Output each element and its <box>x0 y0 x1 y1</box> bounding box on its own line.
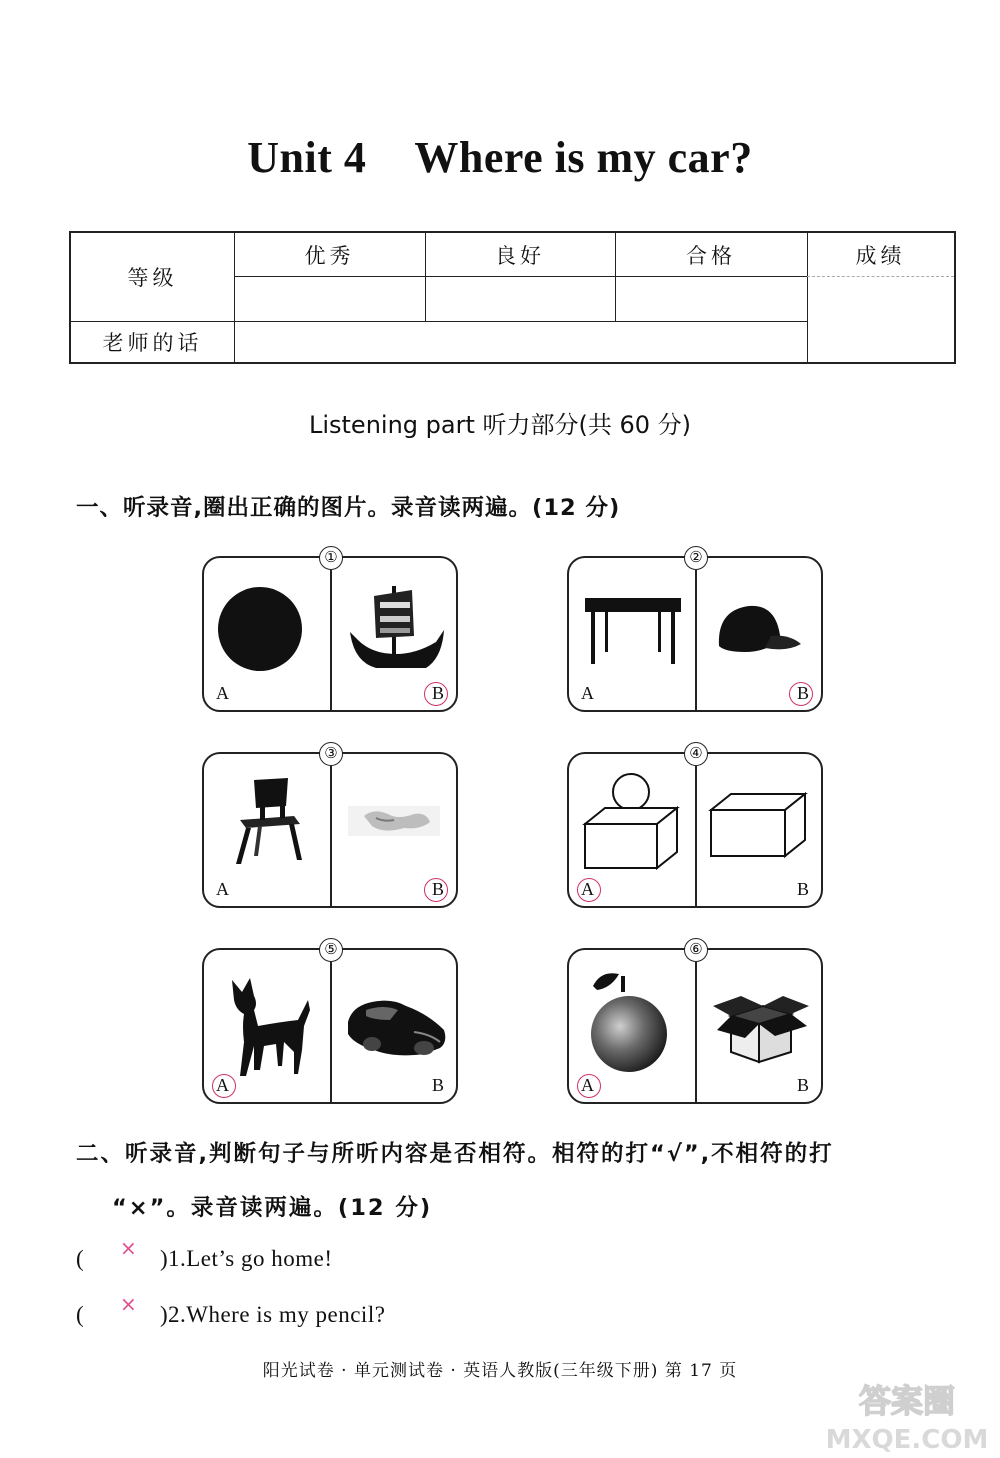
page-title <box>0 132 1000 183</box>
question-2-heading-line-1: 二、听录音,判断句子与所听内容是否相符。相符的打“√”,不相符的打 <box>76 1141 834 1167</box>
question-2-heading-line-2: “×”。录音读两遍。(12 分) <box>112 1195 433 1221</box>
card-number: ⑥ <box>684 938 708 962</box>
section-heading: Listening part 听力部分(共 60 分) <box>308 411 692 439</box>
card-number: ④ <box>684 742 708 766</box>
option-a-label: A <box>581 879 594 899</box>
answer-circle <box>212 1074 236 1098</box>
answer-circle <box>577 1074 601 1098</box>
grade-table <box>69 231 956 364</box>
watermark-top: 答案圈 <box>858 1382 956 1420</box>
cross-mark: × <box>120 1236 137 1260</box>
answer-circle <box>789 682 813 706</box>
car-icon <box>344 992 450 1062</box>
picture-card-1 <box>202 548 458 712</box>
page-footer: 阳光试卷 · 单元测试卷 · 英语人教版(三年级下册) 第 17 页 <box>262 1361 738 1381</box>
watermark-bottom: MXQE.COM <box>825 1425 989 1454</box>
watermark-logo <box>822 1378 992 1454</box>
open-box-icon <box>709 976 813 1068</box>
open-paren: ( <box>76 1246 84 1271</box>
option-b-label: B <box>796 1075 809 1095</box>
statement-text: 1.Let’s go home! <box>168 1246 333 1271</box>
grade-row-label: 等级 <box>127 266 178 290</box>
score-label: 成绩 <box>855 243 906 268</box>
option-a-label: A <box>581 683 594 703</box>
option-b-label: B <box>796 879 809 899</box>
grade-pass: 合格 <box>686 243 736 268</box>
grade-excellent: 优秀 <box>304 243 355 268</box>
card-number: ③ <box>319 742 343 766</box>
close-paren: ) <box>160 1302 168 1327</box>
card-number: ① <box>319 546 343 570</box>
answer-circle <box>424 682 448 706</box>
picture-card-5 <box>202 940 458 1104</box>
unit-name: Where is my car? <box>414 133 753 182</box>
apple-icon <box>587 964 675 1078</box>
box-icon <box>707 790 811 860</box>
option-a-label: A <box>216 683 229 703</box>
ball-icon <box>216 584 306 674</box>
picture-card-3 <box>202 744 458 908</box>
teacher-comment-label: 老师的话 <box>102 330 203 355</box>
statement-text: 2.Where is my pencil? <box>168 1302 386 1327</box>
option-b-label: B <box>431 1075 444 1095</box>
picture-card-6 <box>567 940 823 1104</box>
option-b-label: B <box>796 683 809 703</box>
card-number: ② <box>684 546 708 570</box>
answer-circle <box>577 878 601 902</box>
chair-icon <box>228 776 308 868</box>
map-icon <box>344 796 444 846</box>
boat-icon <box>346 582 446 677</box>
close-paren: ) <box>160 1246 168 1271</box>
picture-card-4 <box>567 744 823 908</box>
option-b-label: B <box>431 879 444 899</box>
open-paren: ( <box>76 1302 84 1327</box>
answer-circle <box>424 878 448 902</box>
option-a-label: A <box>216 1075 229 1095</box>
option-b-label: B <box>431 683 444 703</box>
card-number: ⑤ <box>319 938 343 962</box>
grade-good: 良好 <box>495 243 545 268</box>
question-1-heading: 一、听录音,圈出正确的图片。录音读两遍。(12 分) <box>76 495 621 521</box>
picture-card-2 <box>567 548 823 712</box>
option-a-label: A <box>581 1075 594 1095</box>
ball-on-box-icon <box>581 770 685 874</box>
cap-icon <box>715 600 805 656</box>
desk-icon <box>581 596 685 666</box>
cross-mark: × <box>120 1292 137 1316</box>
option-a-label: A <box>216 879 229 899</box>
unit-number: Unit 4 <box>247 133 367 182</box>
dog-icon <box>224 970 316 1082</box>
